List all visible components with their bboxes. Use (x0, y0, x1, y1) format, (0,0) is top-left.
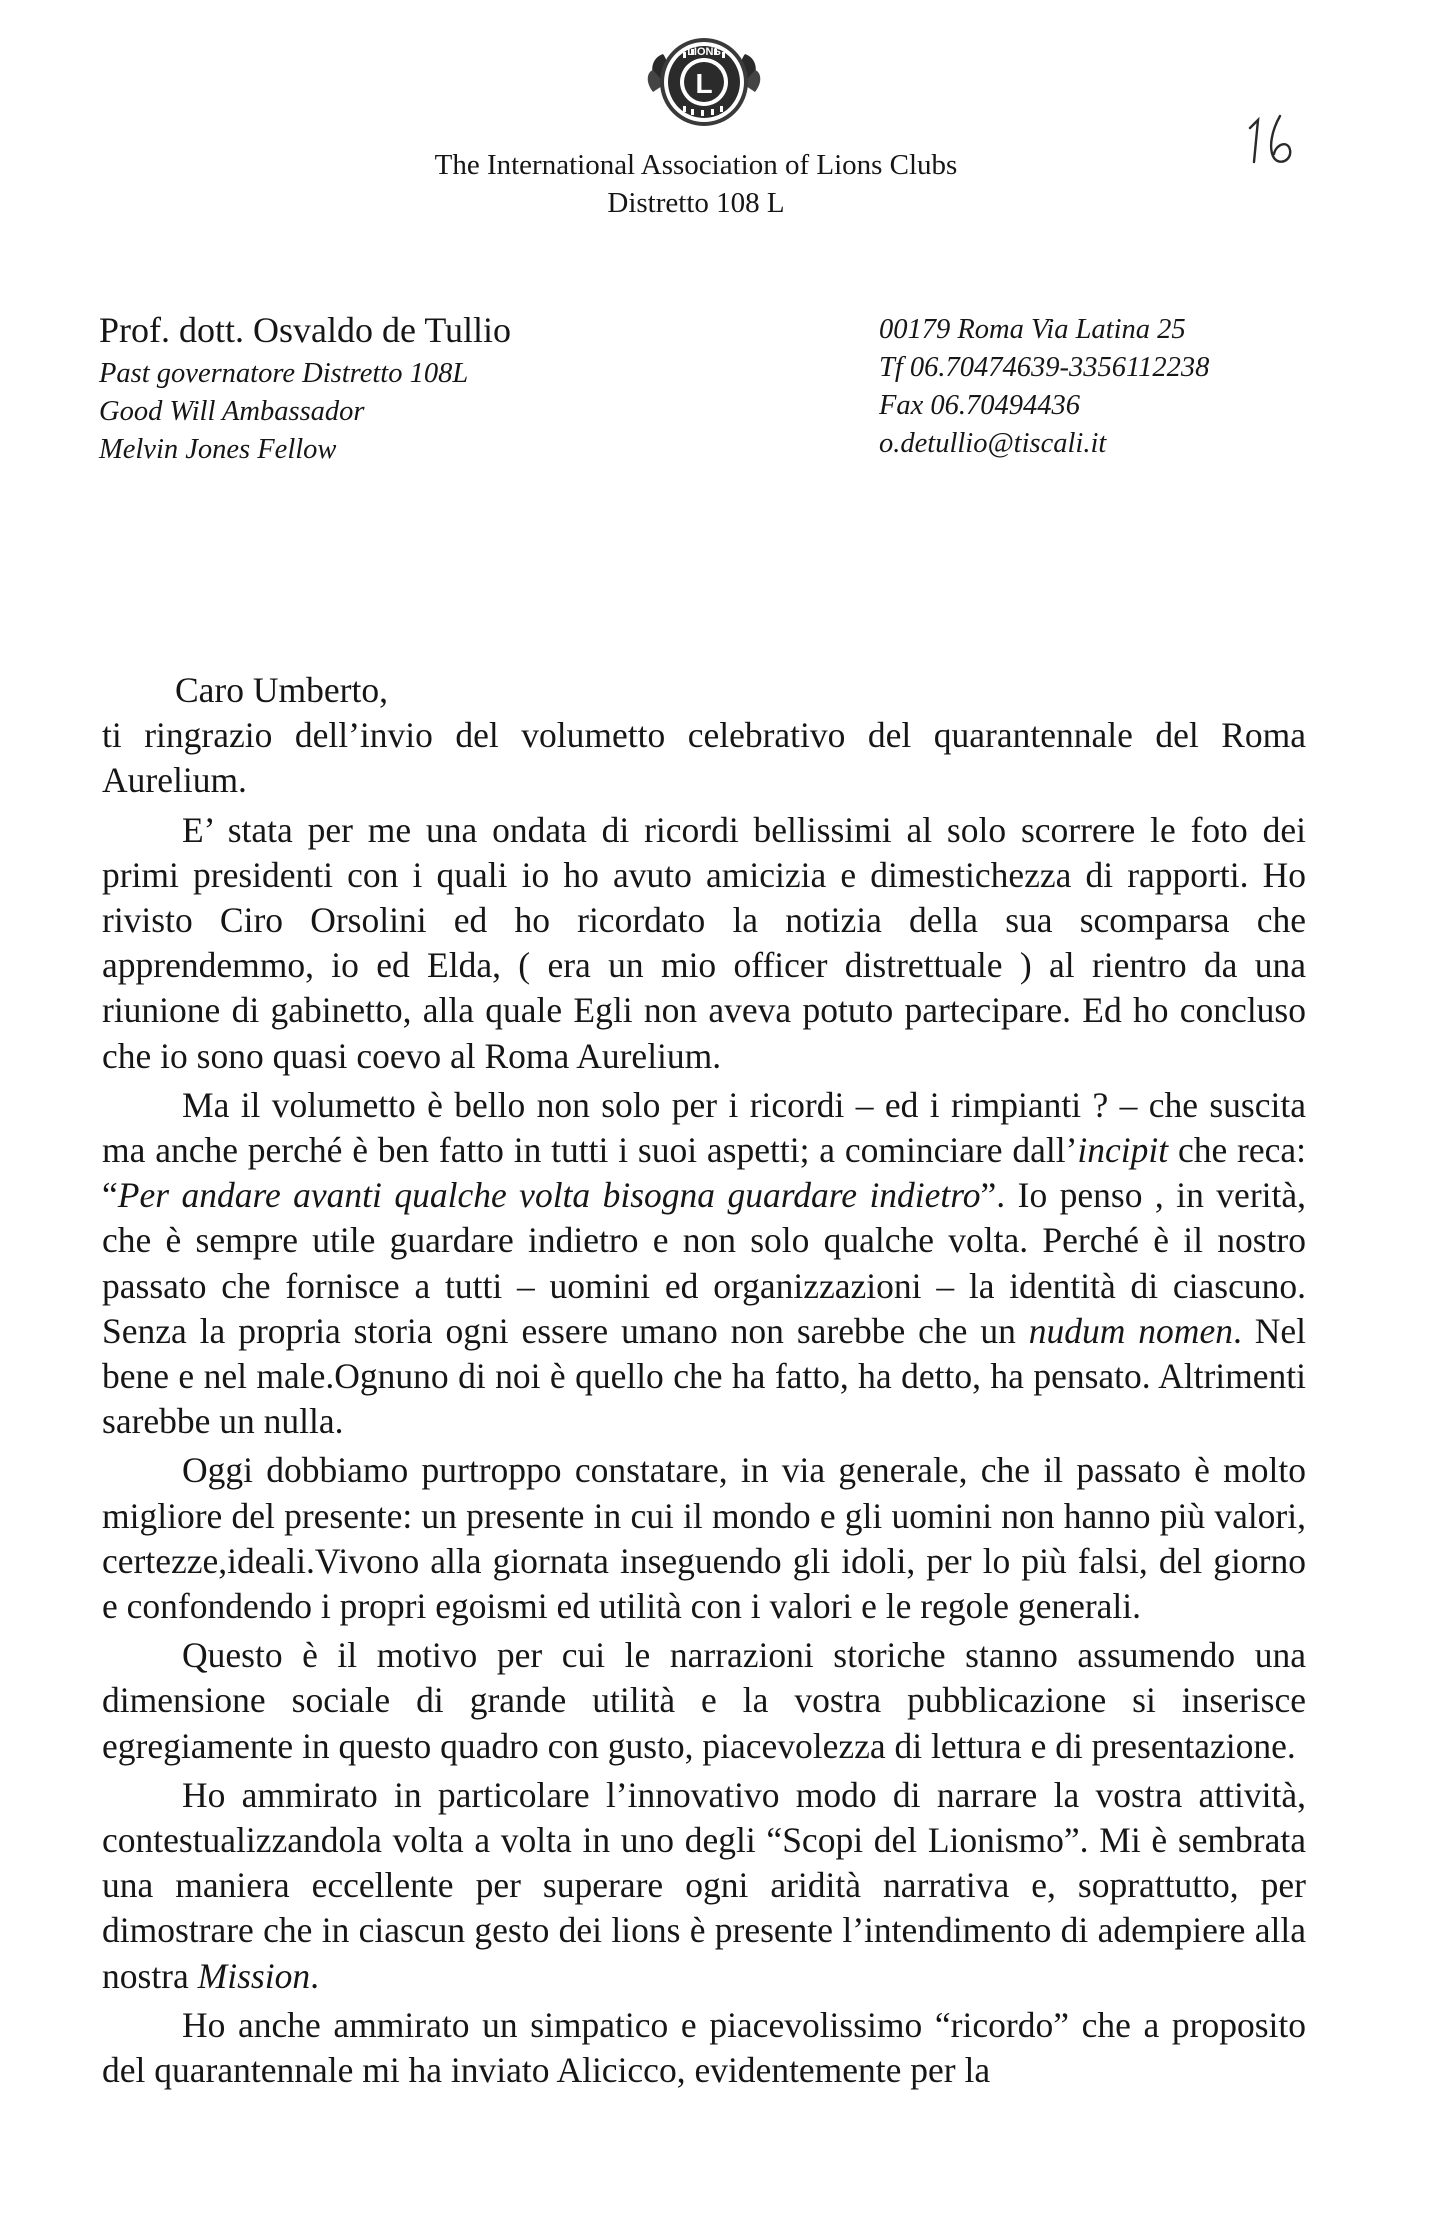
emblem-letter: L (695, 68, 713, 99)
paragraph-3-nudum-nomen: nudum nomen (1028, 1310, 1233, 1351)
contact-fax: Fax 06.70494436 (879, 390, 1081, 421)
paragraph-3-quote: Per andare avanti qualche volta bisogna guardare indietro (117, 1175, 981, 1216)
paragraph-3-text-a: Ma il volumetto è bello non solo per i ricordi – ed i rimpianti ? – che suscita ma anche perché è ben fatto in tutti i suoi aspetti; a cominciare dall’ (102, 1084, 1306, 1171)
paragraph-6 (102, 1773, 1306, 1999)
paragraph-7: Ho anche ammirato un simpatico e piacevolissimo “ricordo” che a proposito del quarantennale mi ha inviato Alicicco, evidentemente per la (102, 2004, 1306, 2091)
emblem-text: LIONS (687, 46, 721, 58)
paragraph-3 (102, 1083, 1306, 1445)
paragraph-6-text-c: . (310, 1955, 319, 1996)
paragraph-6-text-a: Ho ammirato in particolare l’innovativo modo di narrare la vostra attività, contestualizzandola volta a volta in uno degli “Scopi del Lionismo”. Mi è sembrata una maniera eccellente per superare ogni aridità narrativa e, soprattutto, per dimostrare che in ciascun gesto dei lions è presente l’intendimento di adempiere alla nostra (102, 1774, 1306, 1996)
paragraph-4: Oggi dobbiamo purtroppo constatare, in via generale, che il passato è molto migliore del presente: un presente in cui il mondo e gli uomini non hanno più valori, certezze,ideali.Vivono alla giornata inseguendo gli idoli, per lo più falsi, del giorno e confondendo i propri egoismi ed utilità con i valori e le regole generali. (102, 1450, 1306, 1627)
paragraph-3-text-g: . Nel bene e nel male.Ognuno di noi è quello che ha fatto, ha detto, ha pensato. Altrimenti sarebbe un nulla. (102, 1310, 1307, 1442)
lions-emblem-icon (639, 22, 769, 142)
paragraph-3-text-e: ”. Io penso , in verità, che è sempre utile guardare indietro e non solo qualche volta. Perché è il nostro passato che fornisce a tutti – uomini ed organizzazioni – la identità di ciascuno. Senza la propria storia ogni essere umano non sarebbe che un (102, 1175, 1306, 1351)
handwritten-page-number (1240, 108, 1310, 168)
paragraph-2: E’ stata per me una ondata di ricordi bellissimi al solo scorrere le foto dei primi presidenti con i quali io ho avuto amicizia e dimestichezza di rapporti. Ho rivisto Ciro Orsolini ed ho ricordato la notizia della sua scomparsa che apprendemmo, io ed Elda, ( era un mio officer distrettuale ) al rientro da una riunione di gabinetto, alla quale Egli non aveva potuto partecipare. Ed ho concluso che io sono quasi coevo al Roma Aurelium. (102, 809, 1306, 1076)
district-name: Distretto 108 L (607, 187, 785, 219)
paragraph-1: ti ringrazio dell’invio del volumetto celebrativo del quarantennale del Roma Aurelium. (102, 715, 1306, 801)
contact-email: o.detullio@tiscali.it (879, 428, 1107, 459)
sender-block (99, 309, 511, 469)
sender-title-3: Melvin Jones Fellow (99, 434, 337, 465)
organization-name: The International Association of Lions Clubs (434, 149, 958, 181)
sender-title-1: Past governatore Distretto 108L (99, 358, 469, 389)
sender-name: Prof. dott. Osvaldo de Tullio (99, 310, 512, 350)
paragraph-3-text-c: che reca: “ (102, 1130, 1307, 1216)
sender-title-2: Good Will Ambassador (99, 396, 365, 427)
paragraph-3-incipit: incipit (1077, 1130, 1169, 1171)
contact-phone: Tf 06.70474639-3356112238 (879, 352, 1210, 383)
letter-body (102, 668, 1306, 2093)
contact-block (879, 309, 1209, 463)
greeting: Caro Umberto, (175, 670, 388, 710)
paragraph-5: Questo è il motivo per cui le narrazioni storiche stanno assumendo una dimensione sociale di grande utilità e la vostra pubblicazione si inserisce egregiamente in questo quadro con gusto, piacevolezza di lettura e di presentazione. (102, 1635, 1306, 1766)
contact-address: 00179 Roma Via Latina 25 (879, 314, 1186, 345)
paragraph-6-mission: Mission (197, 1955, 311, 1996)
page-number-text: 16 (1240, 108, 1241, 109)
